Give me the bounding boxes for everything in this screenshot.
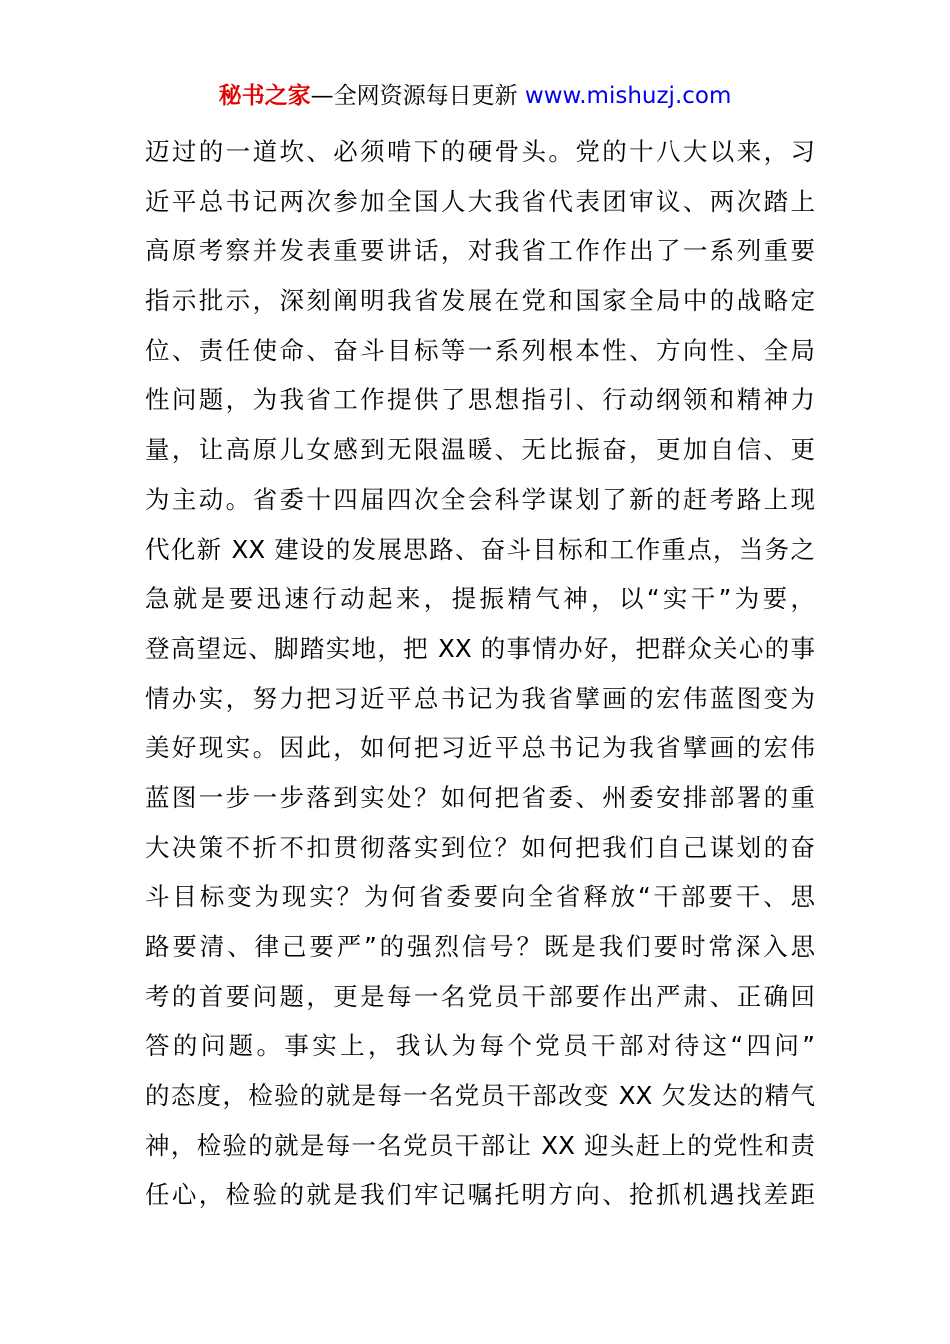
document-body bbox=[145, 127, 815, 1220]
text-line: 任心，检验的就是我们牢记嘱托明方向、抢抓机遇找差距 bbox=[145, 1180, 815, 1210]
text-line: 的态度，检验的就是每一名党员干部改变 XX 欠发达的精气 bbox=[145, 1081, 815, 1111]
text-line: 路要清、律己要严”的强烈信号？既是我们要时常深入思 bbox=[145, 932, 815, 961]
text-line: 大决策不折不扣贯彻落实到位？如何把我们自己谋划的奋 bbox=[145, 832, 815, 862]
text-line: 答的问题。事实上，我认为每个党员干部对待这“四问” bbox=[145, 1031, 815, 1061]
text-line: 为主动。省委十四届四次全会科学谋划了新的赶考路上现 bbox=[145, 484, 815, 514]
text-line: 近平总书记两次参加全国人大我省代表团审议、两次踏上 bbox=[145, 186, 815, 216]
text-line: 位、责任使命、奋斗目标等一系列根本性、方向性、全局 bbox=[145, 335, 815, 365]
website-link[interactable]: www.mishuzj.com bbox=[524, 83, 732, 109]
site-header bbox=[0, 80, 950, 112]
text-line: 高原考察并发表重要讲话，对我省工作作出了一系列重要 bbox=[145, 236, 815, 266]
text-line: 神，检验的就是每一名党员干部让 XX 迎头赶上的党性和责 bbox=[145, 1130, 815, 1160]
text-line: 情办实，努力把习近平总书记为我省擘画的宏伟蓝图变为 bbox=[145, 683, 815, 713]
text-line: 斗目标变为现实？为何省委要向全省释放“干部要干、思 bbox=[145, 882, 815, 912]
text-line: 代化新 XX 建设的发展思路、奋斗目标和工作重点，当务之 bbox=[145, 534, 815, 564]
text-line: 登高望远、脚踏实地，把 XX 的事情办好，把群众关心的事 bbox=[145, 633, 815, 663]
text-line: 考的首要问题，更是每一名党员干部要作出严肃、正确回 bbox=[145, 981, 815, 1011]
text-line: 指示批示，深刻阐明我省发展在党和国家全局中的战略定 bbox=[145, 286, 815, 316]
text-line: 迈过的一道坎、必须啃下的硬骨头。党的十八大以来，习 bbox=[145, 137, 815, 166]
header-tagline: —全网资源每日更新 bbox=[310, 83, 518, 109]
text-line: 急就是要迅速行动起来，提振精气神，以“实干”为要， bbox=[145, 584, 815, 614]
brand-name: 秘书之家 bbox=[218, 83, 311, 109]
text-line: 性问题，为我省工作提供了思想指引、行动纲领和精神力 bbox=[145, 385, 815, 415]
text-line: 量，让高原儿女感到无限温暖、无比振奋，更加自信、更 bbox=[145, 435, 815, 465]
text-line: 美好现实。因此，如何把习近平总书记为我省擘画的宏伟 bbox=[145, 733, 815, 763]
text-line: 蓝图一步一步落到实处？如何把省委、州委安排部署的重 bbox=[145, 782, 815, 812]
